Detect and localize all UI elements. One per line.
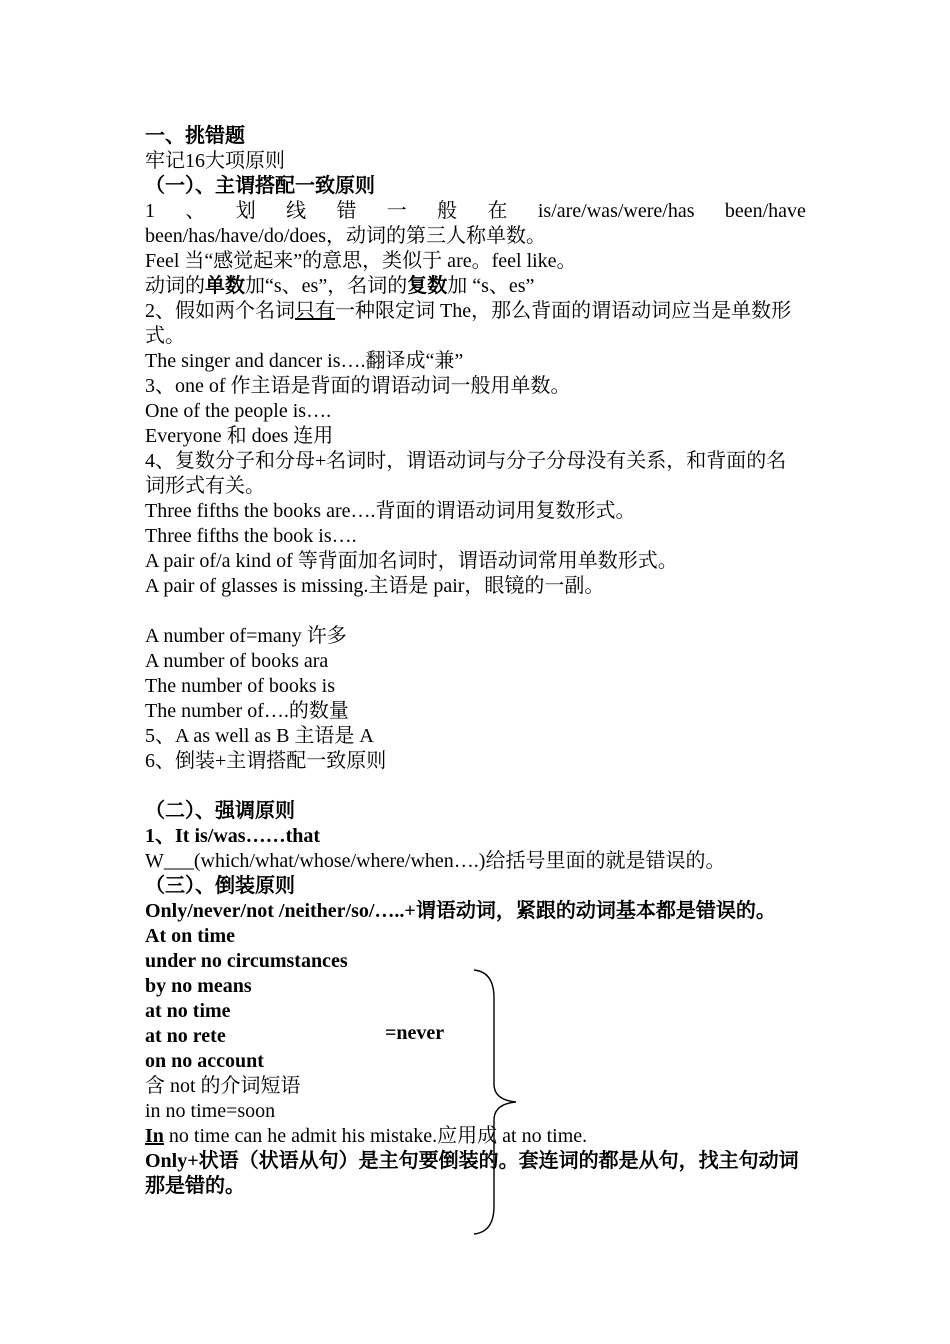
number-line-3: The number of books is	[145, 675, 335, 697]
number-line-4: The number of….的数量	[145, 700, 349, 722]
phrase-item: by no means	[145, 975, 252, 997]
rule4-line: 4、复数分子和分母+名词时，谓语动词与分子分母没有关系，和背面的名词形式有关。	[145, 450, 787, 497]
rule1-word: 1	[145, 200, 155, 222]
fifths-line-2: Three fifths the book is….	[145, 525, 357, 547]
rule5-line: 5、A as well as B 主语是 A	[145, 725, 374, 747]
emphasis-rule1: 1、It is/was……that	[145, 825, 321, 847]
rule1-word: 划	[235, 200, 256, 222]
phrase-item: At on time	[145, 925, 235, 947]
phrase-item: under no circumstances	[145, 950, 348, 972]
in-no-time-line: In no time can he admit his mistake.应用成 at no time.	[145, 1125, 588, 1147]
rule1-word: 线	[286, 200, 307, 222]
rule1-word: 错	[336, 200, 357, 222]
rule1-line	[145, 199, 806, 224]
part2-heading: （二）、强调原则	[145, 800, 295, 822]
part1-heading: （一）、主谓搭配一致原则	[145, 175, 375, 197]
not-phrase-line: 含 not 的介词短语	[145, 1075, 301, 1097]
singular-line: 动词的单数加“s、es”，名词的复数加 “s、es”	[145, 275, 535, 297]
subtitle: 牢记16大项原则	[145, 150, 285, 172]
phrase-item: at no rete	[145, 1025, 226, 1047]
rule1-word: 、	[185, 200, 206, 222]
rule6-line: 6、倒装+主谓搭配一致原则	[145, 750, 387, 772]
rule1-continuation: been/has/have/do/does，动词的第三人称单数。	[145, 225, 547, 247]
number-line-1: A number of=many 许多	[145, 625, 347, 647]
rule1-word: 般	[437, 200, 458, 222]
everyone-line: Everyone 和 does 连用	[145, 425, 334, 447]
part3-heading: （三）、倒装原则	[145, 875, 295, 897]
rule1-word: been/have	[724, 200, 806, 222]
w-line: W___(which/what/whose/where/when….)给括号里面的就是错误的。	[145, 850, 726, 872]
only-never-line: Only/never/not /neither/so/…..+谓语动词，紧跟的动词基本都是错误的。	[145, 900, 776, 922]
phrase-item: at no time	[145, 1000, 231, 1022]
pair-line-1: A pair of/a kind of 等背面加名词时，谓语动词常用单数形式。	[145, 550, 678, 572]
rule1-word: is/are/was/were/has	[537, 200, 695, 222]
right-brace-icon	[470, 968, 520, 1236]
soon-line: in no time=soon	[145, 1100, 276, 1122]
number-line-2: A number of books ara	[145, 650, 329, 672]
pair-line-2: A pair of glasses is missing.主语是 pair，眼镜的一副。	[145, 575, 605, 597]
rule3-line: 3、one of 作主语是背面的谓语动词一般用单数。	[145, 375, 571, 397]
singer-line: The singer and dancer is….翻译成“兼”	[145, 350, 464, 372]
rule1-word: 一	[386, 200, 407, 222]
section-title: 一、挑错题	[145, 125, 245, 147]
feel-line: Feel 当“感觉起来”的意思，类似于 are。feel like。	[145, 250, 577, 272]
rule2-line: 2、假如两个名词只有一种限定词 The，那么背面的谓语动词应当是单数形式。	[145, 300, 792, 347]
fifths-line-1: Three fifths the books are….背面的谓语动词用复数形式。	[145, 500, 636, 522]
never-label: =never	[385, 1022, 445, 1044]
phrase-item: on no account	[145, 1050, 264, 1072]
only-adverbial-line: Only+状语（状语从句）是主句要倒装的。套连词的都是从句，找主句动词那是错的。	[145, 1150, 799, 1197]
one-of-line: One of the people is….	[145, 400, 332, 422]
rule1-word: 在	[487, 200, 508, 222]
